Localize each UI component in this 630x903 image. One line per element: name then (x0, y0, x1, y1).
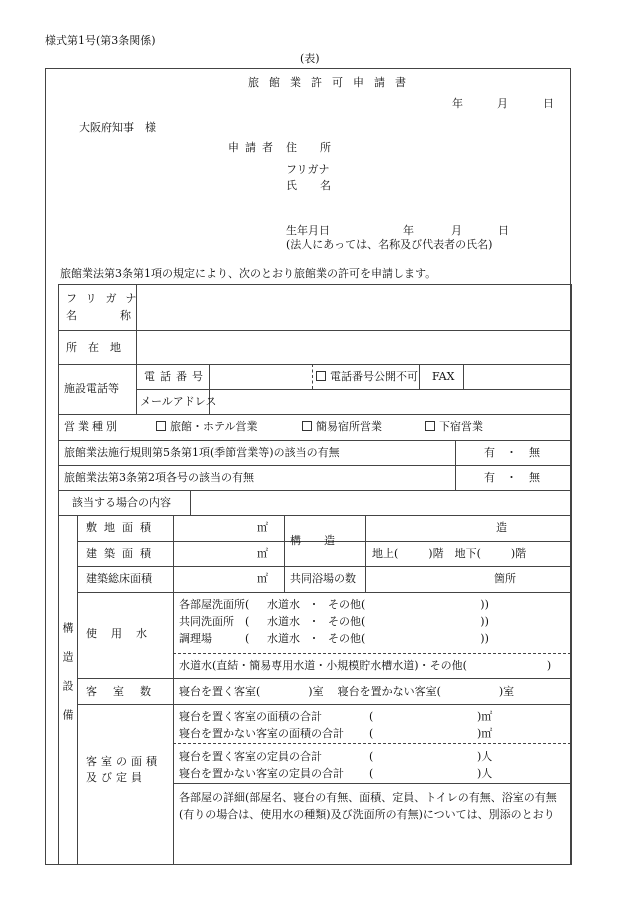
area-nobed-unit: )㎡ (477, 727, 493, 740)
cap-nobed-unit: )人 (477, 767, 493, 780)
water-row-shared (179, 616, 489, 627)
date-month: 月 (497, 97, 508, 110)
building-area-unit: ㎡ (257, 547, 268, 560)
water-close: )) (480, 632, 489, 645)
water-note-close: ) (546, 659, 552, 672)
room-details-note: 各部屋の詳細(部屋名、寝台の有無、面積、定員、トイレの有無、浴室の有無(有りの場合は、使用水の種類)及び洗面所の有無)については、別添のとおり (179, 791, 557, 821)
rooms-label: 客室数 (86, 685, 167, 698)
location-label: 所在地 (66, 341, 132, 354)
water-row-label: 調理場 ( (179, 632, 250, 645)
building-area-label: 建築面積 (86, 547, 158, 560)
cap-bed-label: 寝台を置く客室の定員の合計 (179, 750, 322, 763)
water-close: )) (480, 615, 489, 628)
total-floor-area-label: 建築総床面積 (86, 572, 152, 585)
checkbox-icon (316, 371, 326, 381)
water-row-label: 共同洗面所 ( (179, 615, 250, 628)
floors-mid-label: )階 地下( (428, 547, 481, 560)
article3-dot: ・ (506, 471, 517, 484)
water-dot: ・ (308, 598, 320, 611)
birth-label: 生年月日 (286, 224, 330, 237)
area-nobed-open: ( (369, 727, 374, 740)
water-dot: ・ (308, 615, 320, 628)
water-other[interactable]: その他( (328, 598, 366, 611)
water-note (179, 660, 551, 671)
addressee: 大阪府知事 様 (79, 121, 156, 134)
water-tap[interactable]: 水道水 (267, 615, 300, 628)
phone-label: 電話番号 (144, 370, 208, 383)
checkbox-icon (156, 421, 166, 431)
business-option-kani[interactable] (302, 421, 382, 432)
area-bed-open: ( (369, 710, 374, 723)
rooms-nobed-label: 寝台を置かない客室( (337, 685, 441, 698)
seasonal-no[interactable]: 無 (529, 446, 540, 459)
birth-year: 年 (403, 224, 414, 237)
statement: 旅館業法第3条第1項の規定により、次のとおり旅館業の許可を申請します。 (60, 267, 437, 280)
area-cap-label-2: 及び定員 (86, 771, 146, 784)
business-option-ryokan[interactable] (156, 421, 257, 432)
birth-day: 日 (498, 224, 509, 237)
rooms-bed-unit: )室 (308, 685, 324, 698)
checkbox-icon (302, 421, 312, 431)
water-note-text: 水道水(直結・簡易専用水道・小規模貯水槽水道)・その他( (179, 659, 467, 672)
applicant-address-label: 住 所 (286, 141, 337, 154)
email-label: メールアドレス (140, 395, 217, 408)
applicant-name-label: 氏 名 (286, 179, 337, 192)
business-option-label: 旅館・ホテル営業 (170, 420, 258, 433)
site-area-unit: ㎡ (257, 521, 268, 534)
article3-yes[interactable]: 有 (484, 471, 495, 484)
cap-nobed-label: 寝台を置かない客室の定員の合計 (179, 767, 344, 780)
water-row-room (179, 599, 489, 610)
checkbox-icon (425, 421, 435, 431)
water-other[interactable]: その他( (328, 615, 366, 628)
phone-group-label: 施設電話等 (64, 382, 119, 395)
cap-nobed-open: ( (369, 767, 374, 780)
seasonal-dot: ・ (506, 446, 517, 459)
area-cap-label-1: 客室の面積 (86, 755, 161, 768)
applicant-label: 申請者 (228, 141, 279, 154)
total-floor-area-unit: ㎡ (257, 572, 268, 585)
seasonal-label: 旅館業法施行規則第5条第1項(季節営業等)の該当の有無 (64, 446, 340, 459)
applicant-furigana-label: フリガナ (286, 163, 330, 176)
rooms-nobed-unit: )室 (498, 685, 515, 698)
floors-end-label: )階 (510, 547, 527, 560)
article3-label: 旅館業法第3条第2項各号の該当の有無 (64, 471, 254, 484)
area-bed-unit: )㎡ (477, 710, 493, 723)
business-type-label: 営業種別 (64, 420, 120, 433)
structure-section-label: 構造設備 (61, 622, 74, 738)
floors-above-label: 地上( (372, 547, 399, 560)
phone-private-label: 電話番号公開不可 (330, 370, 418, 383)
applicable-content-label: 該当する場合の内容 (72, 496, 171, 509)
rooms-bed-label: 寝台を置く客室( (179, 685, 261, 698)
cap-bed-open: ( (369, 750, 374, 763)
bath-unit: 箇所 (494, 572, 516, 585)
corp-note: (法人にあっては、名称及び代表者の氏名) (286, 238, 493, 251)
date-day: 日 (543, 97, 554, 110)
form-number: 様式第1号(第3条関係) (45, 34, 156, 47)
rooms-row (179, 686, 514, 697)
phone-private-option[interactable] (316, 371, 418, 382)
site-area-label: 敷地面積 (86, 521, 158, 534)
water-close: )) (480, 598, 489, 611)
facility-furigana-label: フリガナ (66, 292, 146, 305)
floors-row (372, 548, 526, 559)
fax-label: FAX (432, 370, 455, 383)
structure-suffix: 造 (496, 521, 507, 534)
water-row-label: 各部屋洗面所( (179, 598, 250, 611)
water-row-kitchen (179, 633, 489, 644)
water-dot: ・ (308, 632, 320, 645)
water-other[interactable]: その他( (328, 632, 366, 645)
article3-no[interactable]: 無 (529, 471, 540, 484)
facility-name-label: 名 称 (66, 309, 147, 322)
date-year: 年 (452, 97, 463, 110)
bath-label: 共同浴場の数 (290, 572, 356, 585)
business-option-label: 簡易宿所営業 (316, 420, 382, 433)
birth-month: 月 (451, 224, 462, 237)
area-nobed-label: 寝台を置かない客室の面積の合計 (179, 727, 344, 740)
water-tap[interactable]: 水道水 (267, 598, 300, 611)
water-label: 使用水 (86, 627, 161, 640)
business-option-label: 下宿営業 (439, 420, 483, 433)
structure-label: 構 造 (290, 534, 341, 547)
area-bed-label: 寝台を置く客室の面積の合計 (179, 710, 322, 723)
form-side: (表) (300, 52, 320, 65)
form-title: 旅館業許可申請書 (248, 76, 416, 89)
seasonal-yes[interactable]: 有 (484, 446, 495, 459)
business-option-geshuku[interactable] (425, 421, 483, 432)
water-tap[interactable]: 水道水 (267, 632, 300, 645)
cap-bed-unit: )人 (477, 750, 493, 763)
